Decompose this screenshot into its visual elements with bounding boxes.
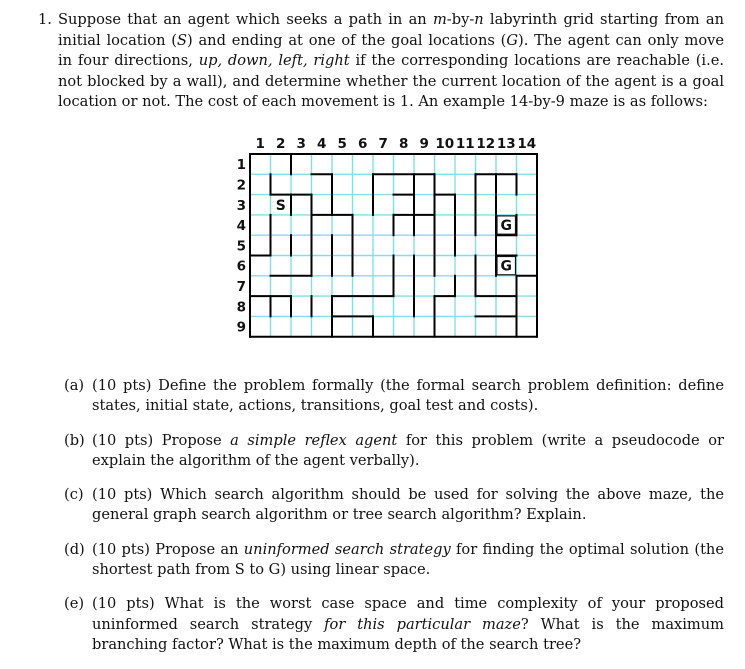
problem-number: 1.: [38, 11, 52, 28]
part-label: (c): [64, 486, 84, 504]
statement-part: ). The agent can only move in four directions,: [58, 31, 724, 69]
var-m: m: [432, 11, 447, 28]
row-label: 1: [236, 157, 246, 174]
row-label: 3: [236, 197, 246, 214]
part-text: (10 pts) Propose: [92, 431, 231, 449]
statement-part: -by-: [446, 11, 475, 28]
var-s: S: [176, 31, 187, 49]
part-text: (10 pts) Propose an: [92, 540, 244, 558]
problem-1: [38, 10, 724, 113]
grid-lines: [250, 154, 537, 337]
part-text: for this problem (write a pseudocode or explain the algorithm of the agent verbally).: [92, 431, 725, 469]
part-c: [64, 485, 724, 526]
start-cell-label: S: [275, 197, 286, 214]
col-label: 8: [399, 136, 409, 152]
statement-part: Suppose that an agent which seeks a path in an: [58, 11, 433, 28]
col-label: 11: [455, 136, 475, 152]
statement-part: if the corresponding locations are reachable (i.e. not blocked by a wall), and determine whether the current location of the agent is a goal location or not. The cost of each movement is 1. An example 14-by-9 maze is as follows:: [58, 52, 724, 110]
col-label: 7: [378, 136, 388, 152]
row-label: 4: [236, 218, 246, 235]
part-text: ? What is the maximum branching factor? What is the maximum depth of the search tree?: [92, 615, 724, 653]
part-text: (10 pts) Define the problem formally (the formal search problem definition: define states, initial state, actions, transitions, goal test and costs).: [92, 377, 724, 415]
col-label: 14: [517, 136, 537, 152]
part-label: (b): [64, 431, 85, 449]
part-text: for finding the optimal solution (the shortest path from S to G) using linear space.: [92, 540, 724, 579]
directions: up, down, left, right: [198, 52, 350, 69]
problem-statement: [58, 10, 724, 113]
goal-cell-label: G: [500, 258, 512, 275]
part-d: [64, 540, 724, 581]
statement-part: ) and ending at one of the goal locations (: [186, 31, 507, 49]
row-label: 8: [236, 299, 246, 316]
col-label: 12: [476, 136, 496, 152]
col-label: 3: [296, 136, 306, 152]
row-label: 9: [236, 319, 246, 336]
part-e: [64, 594, 724, 655]
part-emphasis: a simple reflex agent: [230, 431, 398, 449]
question-parts: [64, 376, 724, 669]
var-g: G: [506, 31, 519, 49]
part-emphasis: uninformed search strategy: [243, 540, 451, 558]
part-label: (a): [64, 377, 85, 394]
part-a: [64, 376, 724, 417]
col-label: 6: [358, 136, 368, 152]
maze-figure: [230, 133, 550, 343]
row-label: 6: [236, 258, 246, 275]
part-label: (d): [64, 540, 85, 558]
col-label: 5: [337, 136, 347, 152]
goal-cell-label: G: [500, 218, 512, 235]
part-label: (e): [64, 595, 85, 613]
col-label: 10: [435, 136, 455, 152]
part-text: (10 pts) Which search algorithm should be used for solving the above maze, the general graph search algorithm or tree search algorithm? Explain.: [92, 486, 724, 524]
var-n: n: [474, 11, 484, 28]
row-labels: [237, 157, 246, 335]
row-label: 5: [236, 238, 246, 255]
part-text: (10 pts) What is the worst case space and time complexity of your proposed uninformed search strategy: [92, 595, 724, 633]
row-label: 7: [236, 278, 246, 295]
col-label: 1: [255, 136, 265, 152]
col-label: 13: [496, 136, 516, 152]
col-label: 4: [317, 136, 327, 152]
part-b: [64, 431, 724, 472]
statement-part: labyrinth grid starting from an initial location (: [58, 11, 724, 49]
col-label: 9: [419, 136, 429, 152]
row-label: 2: [236, 177, 246, 194]
column-labels: [256, 136, 537, 152]
part-emphasis: for this particular maze: [324, 615, 521, 633]
col-label: 2: [276, 136, 286, 152]
